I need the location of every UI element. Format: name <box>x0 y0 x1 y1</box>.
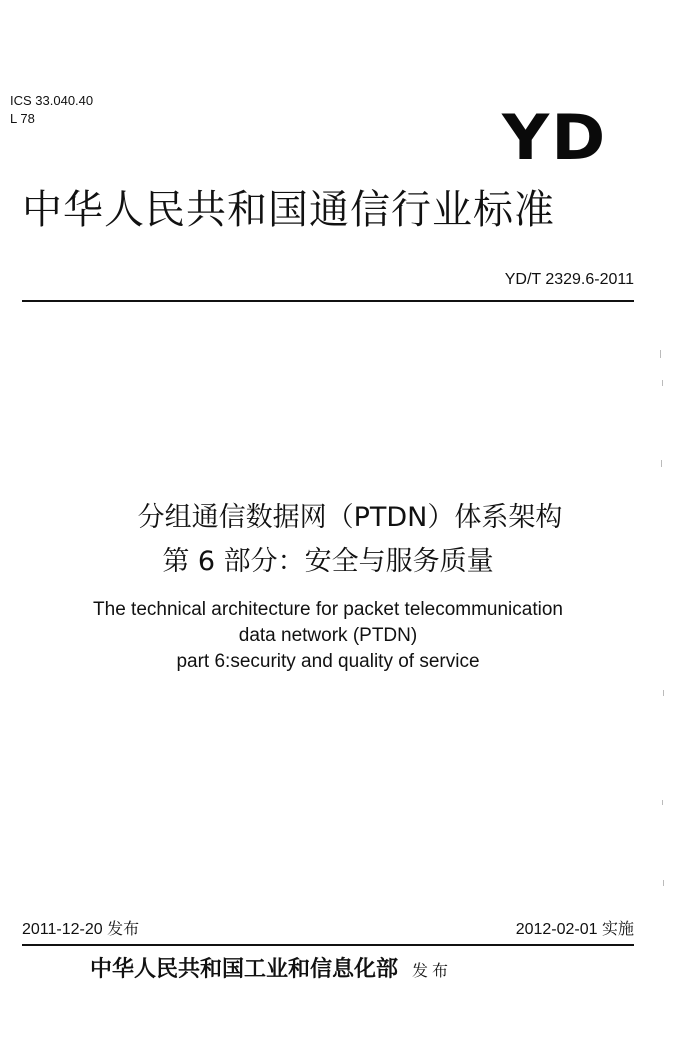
title-chinese-line-2: 第 6 部分：安全与服务质量 <box>162 546 494 577</box>
scan-speck <box>663 880 664 886</box>
standard-title: 中华人民共和国通信行业标准 <box>22 187 555 233</box>
implementation-date: 2012-02-01 实施 <box>515 921 634 938</box>
scan-speck <box>663 690 664 696</box>
scan-speck <box>662 380 663 386</box>
footer-divider <box>22 944 634 946</box>
title-chinese-line-1: 分组通信数据网（PTDN）体系架构 <box>137 502 563 533</box>
standard-number: YD/T 2329.6-2011 <box>504 271 634 288</box>
title-english-line-1: The technical architecture for packet telecommunication <box>93 599 563 620</box>
publisher-suffix: 发布 <box>412 961 453 980</box>
header-divider <box>22 300 634 302</box>
publisher-line <box>90 952 570 988</box>
classification-code: L 78 <box>10 111 35 126</box>
publisher-name: 中华人民共和国工业和信息化部 <box>90 956 399 982</box>
yd-logo: YD <box>502 101 608 174</box>
issue-date: 2011-12-20 发布 <box>22 921 140 938</box>
title-english-line-2: data network (PTDN) <box>238 625 418 646</box>
scan-speck <box>661 460 662 467</box>
scan-speck <box>660 350 661 358</box>
ics-code: ICS 33.040.40 <box>10 93 94 108</box>
scan-speck <box>662 800 663 805</box>
title-english-line-3: part 6:security and quality of service <box>176 651 480 672</box>
